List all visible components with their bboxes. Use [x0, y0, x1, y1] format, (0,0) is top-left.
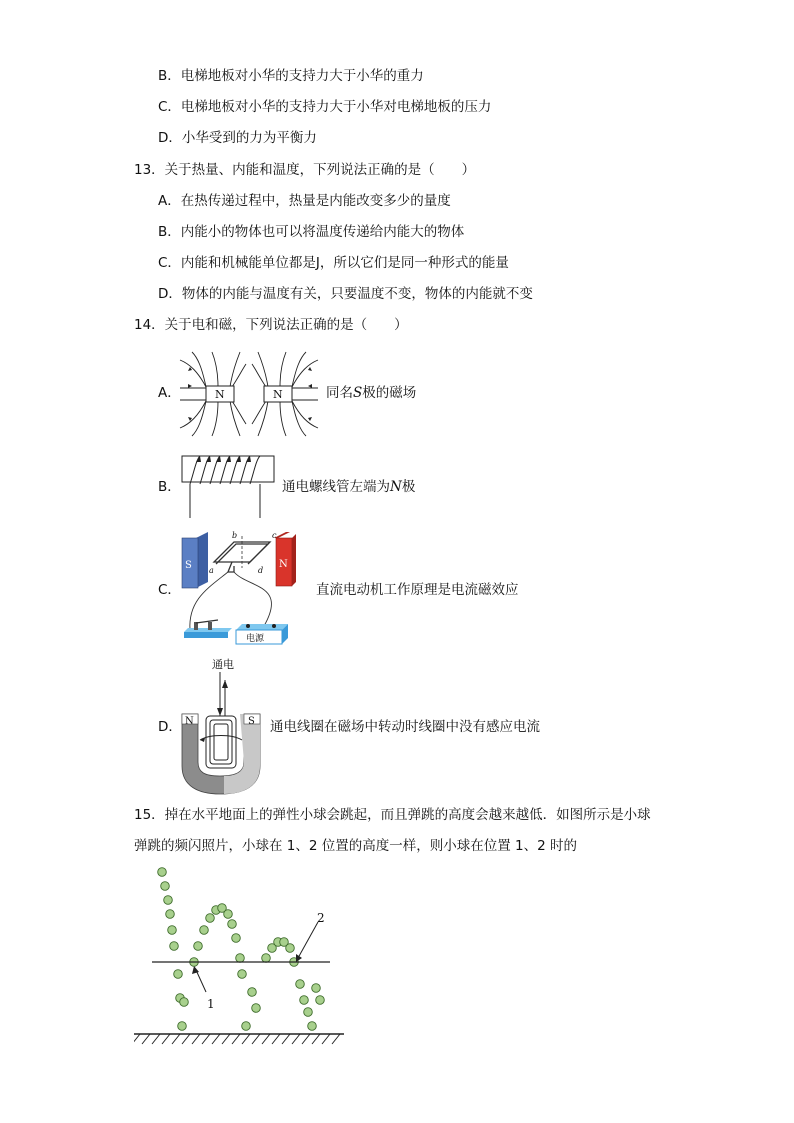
ball-image — [316, 996, 325, 1005]
q13-option-c: C．内能和机械能单位都是J，所以它们是同一种形式的能量 — [158, 255, 509, 271]
point-b: b — [232, 531, 238, 540]
power-label: 电源 — [246, 634, 265, 644]
ball-image — [174, 970, 183, 979]
ball-image — [170, 942, 179, 951]
hatch-stroke — [134, 1034, 140, 1044]
hatch-stroke — [242, 1034, 250, 1044]
q14-option-b-text — [282, 477, 415, 497]
position-2-label: 2 — [317, 911, 325, 925]
q14-stem: 14．关于电和磁，下列说法正确的是（ ） — [134, 317, 408, 333]
ball-image — [158, 868, 167, 877]
hatch-stroke — [282, 1034, 290, 1044]
hatch-stroke — [202, 1034, 210, 1044]
q14-option-c-label: C． — [158, 582, 181, 598]
like-poles-field-figure — [178, 350, 320, 438]
hatch-stroke — [192, 1034, 200, 1044]
dc-motor-figure — [178, 528, 306, 648]
q14-b-text-pre: 通电螺线管左端为 — [282, 479, 390, 495]
hatch-stroke — [182, 1034, 190, 1044]
hatch-stroke — [292, 1034, 300, 1044]
current-label: 通电 — [212, 658, 234, 671]
ball-image — [286, 944, 295, 953]
q14-a-text-post: 极的磁场 — [362, 385, 417, 401]
ball-image — [178, 1022, 187, 1031]
q14-option-a-text — [326, 383, 416, 403]
ball-image — [304, 1008, 313, 1017]
hatch-stroke — [322, 1034, 330, 1044]
q14-a-text-pre: 同名 — [326, 385, 353, 401]
ball-image — [300, 996, 309, 1005]
bouncing-ball-figure — [134, 862, 348, 1046]
ball-image — [228, 920, 237, 929]
q14-option-a-label: A． — [158, 385, 181, 401]
hatch-stroke — [222, 1034, 230, 1044]
magnet-pole-s: S — [248, 716, 255, 727]
ball-image — [194, 942, 203, 951]
ball-image — [308, 1022, 317, 1031]
hatch-stroke — [272, 1034, 280, 1044]
ball-image — [200, 926, 209, 935]
hatch-stroke — [312, 1034, 320, 1044]
point-d: d — [258, 566, 264, 575]
q14-option-d-label: D． — [158, 719, 182, 735]
q14-option-b-label: B． — [158, 479, 181, 495]
hatch-stroke — [172, 1034, 180, 1044]
ball-group — [158, 868, 325, 1031]
ground-hatch — [134, 1034, 340, 1044]
q12-option-b: B．电梯地板对小华的支持力大于小华的重力 — [158, 68, 424, 84]
magnet-n-label: N — [279, 559, 288, 570]
point-c: c — [272, 531, 277, 540]
q14-b-text-var: N — [390, 479, 402, 495]
magnet-s-label: S — [185, 560, 192, 571]
q13-option-b: B．内能小的物体也可以将温度传递给内能大的物体 — [158, 224, 465, 240]
pole-n-left: N — [215, 388, 225, 401]
hatch-stroke — [232, 1034, 240, 1044]
ball-image — [312, 984, 321, 993]
ball-image — [296, 980, 305, 989]
ball-image — [232, 934, 241, 943]
ball-image — [262, 954, 271, 963]
ball-image — [166, 910, 175, 919]
ball-image — [248, 988, 257, 997]
ball-image — [180, 998, 189, 1007]
q15-stem-line2: 弹跳的频闪照片，小球在 1、2 位置的高度一样，则小球在位置 1、2 时的 — [134, 838, 578, 854]
hatch-stroke — [332, 1034, 340, 1044]
q13-option-d: D．物体的内能与温度有关，只要温度不变，物体的内能就不变 — [158, 286, 533, 302]
q14-option-d-text: 通电线圈在磁场中转动时线圈中没有感应电流 — [270, 719, 540, 735]
ball-image — [161, 882, 170, 891]
position-1-label: 1 — [207, 997, 215, 1011]
hatch-stroke — [162, 1034, 170, 1044]
q13-stem: 13．关于热量、内能和温度，下列说法正确的是（ ） — [134, 162, 476, 178]
q14-option-c-text: 直流电动机工作原理是电流磁效应 — [316, 582, 519, 598]
ball-image — [236, 954, 245, 963]
hatch-stroke — [142, 1034, 150, 1044]
ball-image — [242, 1022, 251, 1031]
q14-b-text-post: 极 — [401, 479, 416, 495]
q13-option-a: A．在热传递过程中，热量是内能改变多少的量度 — [158, 193, 451, 209]
hatch-stroke — [252, 1034, 260, 1044]
hatch-stroke — [302, 1034, 310, 1044]
q15-stem-line1: 15．掉在水平地面上的弹性小球会跳起，而且弹跳的高度会越来越低．如图所示是小球 — [134, 807, 651, 823]
q12-option-d: D．小华受到的力为平衡力 — [158, 130, 317, 146]
solenoid-figure — [180, 452, 276, 520]
ball-image — [238, 970, 247, 979]
pole-n-right: N — [273, 388, 283, 401]
coil-in-magnet-figure — [180, 654, 264, 796]
hatch-stroke — [262, 1034, 270, 1044]
point-a: a — [209, 566, 214, 575]
q12-option-c: C．电梯地板对小华的支持力大于小华对电梯地板的压力 — [158, 99, 492, 115]
hatch-stroke — [212, 1034, 220, 1044]
magnet-pole-n: N — [185, 716, 194, 727]
ball-image — [252, 1004, 261, 1013]
ball-image — [206, 914, 215, 923]
ball-image — [224, 910, 233, 919]
q14-a-text-var: S — [353, 385, 363, 401]
ball-image — [164, 896, 173, 905]
ball-image — [168, 926, 177, 935]
hatch-stroke — [152, 1034, 160, 1044]
